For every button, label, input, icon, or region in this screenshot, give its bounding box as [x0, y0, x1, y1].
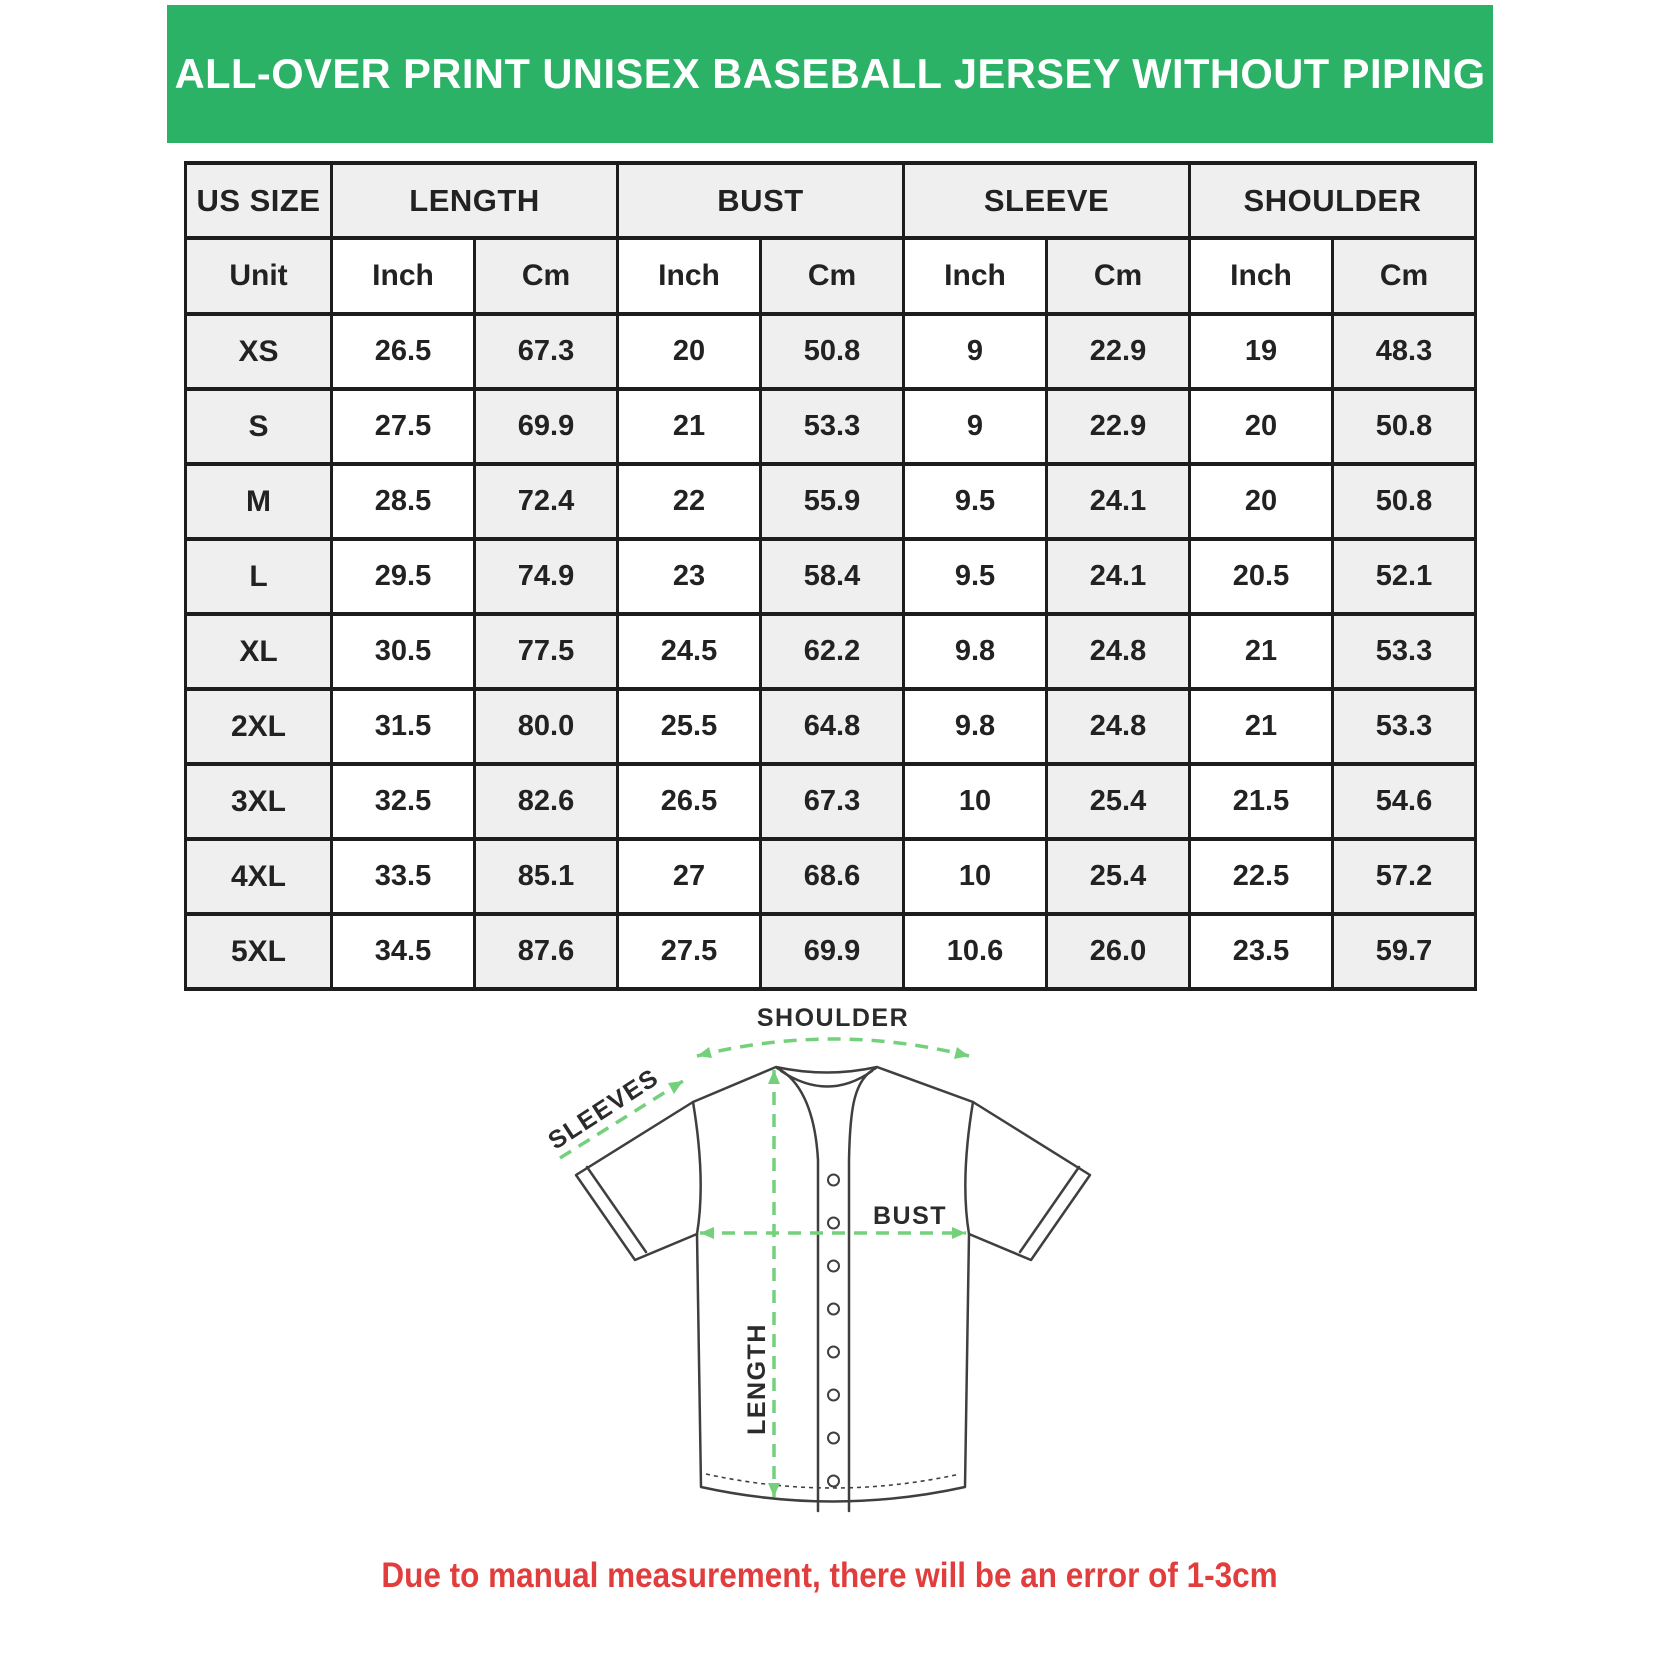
button — [828, 1433, 839, 1444]
arrowhead — [668, 1081, 683, 1094]
left-cuff-line — [587, 1167, 646, 1252]
value-cell: 53.3 — [1333, 614, 1476, 689]
size-cell: 2XL — [186, 689, 332, 764]
value-cell: 9.5 — [904, 464, 1047, 539]
button — [828, 1218, 839, 1229]
value-cell: 34.5 — [332, 914, 475, 989]
table-row — [186, 464, 1476, 539]
button — [828, 1261, 839, 1272]
button — [828, 1304, 839, 1315]
value-cell: 69.9 — [475, 389, 618, 464]
value-cell: 69.9 — [761, 914, 904, 989]
size-cell: S — [186, 389, 332, 464]
value-cell: 54.6 — [1333, 764, 1476, 839]
value-cell: 50.8 — [1333, 389, 1476, 464]
value-cell: 10 — [904, 839, 1047, 914]
value-cell: 80.0 — [475, 689, 618, 764]
value-cell: 25.5 — [618, 689, 761, 764]
value-cell: 21 — [1190, 614, 1333, 689]
value-cell: 24.8 — [1047, 689, 1190, 764]
value-cell: 50.8 — [761, 314, 904, 389]
value-cell: 9.8 — [904, 689, 1047, 764]
button — [828, 1347, 839, 1358]
value-cell: 67.3 — [761, 764, 904, 839]
value-cell: 53.3 — [761, 389, 904, 464]
value-cell: 82.6 — [475, 764, 618, 839]
unit-header-cell: Cm — [475, 238, 618, 314]
value-cell: 22.9 — [1047, 389, 1190, 464]
button — [828, 1390, 839, 1401]
table-row — [186, 539, 1476, 614]
value-cell: 19 — [1190, 314, 1333, 389]
column-header-bust: BUST — [618, 163, 904, 238]
value-cell: 26.5 — [332, 314, 475, 389]
table-row — [186, 764, 1476, 839]
value-cell: 9 — [904, 389, 1047, 464]
value-cell: 26.0 — [1047, 914, 1190, 989]
value-cell: 25.4 — [1047, 839, 1190, 914]
value-cell: 28.5 — [332, 464, 475, 539]
value-cell: 22 — [618, 464, 761, 539]
arrowhead — [768, 1483, 780, 1497]
value-cell: 58.4 — [761, 539, 904, 614]
value-cell: 24.5 — [618, 614, 761, 689]
size-cell: XL — [186, 614, 332, 689]
right-neckline-placket — [849, 1068, 876, 1511]
unit-header-cell: Inch — [618, 238, 761, 314]
value-cell: 20 — [618, 314, 761, 389]
value-cell: 29.5 — [332, 539, 475, 614]
bust-label: BUST — [872, 1202, 948, 1230]
value-cell: 20 — [1190, 389, 1333, 464]
size-cell: M — [186, 464, 332, 539]
value-cell: 20.5 — [1190, 539, 1333, 614]
value-cell: 87.6 — [475, 914, 618, 989]
value-cell: 68.6 — [761, 839, 904, 914]
value-cell: 72.4 — [475, 464, 618, 539]
right-cuff-line — [1020, 1167, 1079, 1252]
value-cell: 21.5 — [1190, 764, 1333, 839]
value-cell: 64.8 — [761, 689, 904, 764]
unit-header-row — [186, 238, 1476, 314]
size-cell: XS — [186, 314, 332, 389]
value-cell: 31.5 — [332, 689, 475, 764]
value-cell: 74.9 — [475, 539, 618, 614]
arrowhead — [768, 1070, 780, 1084]
button — [828, 1476, 839, 1487]
arrowhead — [952, 1227, 966, 1239]
value-cell: 32.5 — [332, 764, 475, 839]
value-cell: 10 — [904, 764, 1047, 839]
value-cell: 9.5 — [904, 539, 1047, 614]
value-cell: 57.2 — [1333, 839, 1476, 914]
unit-header-cell: Cm — [1333, 238, 1476, 314]
value-cell: 62.2 — [761, 614, 904, 689]
table-row — [186, 314, 1476, 389]
value-cell: 26.5 — [618, 764, 761, 839]
value-cell: 27 — [618, 839, 761, 914]
value-cell: 22.9 — [1047, 314, 1190, 389]
table-row — [186, 839, 1476, 914]
arrowhead — [700, 1227, 714, 1239]
unit-header-cell: Unit — [186, 238, 332, 314]
value-cell: 24.8 — [1047, 614, 1190, 689]
column-header-sleeve: SLEEVE — [904, 163, 1190, 238]
value-cell: 48.3 — [1333, 314, 1476, 389]
unit-header-cell: Inch — [332, 238, 475, 314]
value-cell: 10.6 — [904, 914, 1047, 989]
button — [828, 1175, 839, 1186]
left-neckline-placket — [777, 1068, 818, 1511]
value-cell: 67.3 — [475, 314, 618, 389]
unit-header-cell: Inch — [1190, 238, 1333, 314]
column-header-shoulder: SHOULDER — [1190, 163, 1476, 238]
value-cell: 23.5 — [1190, 914, 1333, 989]
value-cell: 27.5 — [332, 389, 475, 464]
value-cell: 22.5 — [1190, 839, 1333, 914]
shoulder-measure-arrow — [697, 1039, 969, 1056]
value-cell: 21 — [1190, 689, 1333, 764]
group-header-row — [186, 163, 1476, 238]
table-row — [186, 389, 1476, 464]
value-cell: 55.9 — [761, 464, 904, 539]
sleeves-label: SLEEVES — [543, 1063, 665, 1156]
value-cell: 25.4 — [1047, 764, 1190, 839]
jersey-measurement-diagram — [500, 985, 1180, 1565]
value-cell: 30.5 — [332, 614, 475, 689]
value-cell: 21 — [618, 389, 761, 464]
disclaimer-text: Due to manual measurement, there will be an error of 1-3cm — [381, 1556, 1278, 1595]
table-row — [186, 689, 1476, 764]
value-cell: 9.8 — [904, 614, 1047, 689]
title-banner — [167, 5, 1493, 143]
size-table — [184, 161, 1477, 991]
size-table-body — [186, 314, 1476, 989]
unit-header-cell: Cm — [761, 238, 904, 314]
column-header-us-size: US SIZE — [186, 163, 332, 238]
size-cell: 5XL — [186, 914, 332, 989]
column-header-length: LENGTH — [332, 163, 618, 238]
unit-header-cell: Inch — [904, 238, 1047, 314]
size-cell: L — [186, 539, 332, 614]
shoulder-label: SHOULDER — [756, 1004, 910, 1032]
table-row — [186, 614, 1476, 689]
value-cell: 77.5 — [475, 614, 618, 689]
value-cell: 24.1 — [1047, 464, 1190, 539]
size-cell: 4XL — [186, 839, 332, 914]
value-cell: 59.7 — [1333, 914, 1476, 989]
table-row — [186, 914, 1476, 989]
size-cell: 3XL — [186, 764, 332, 839]
value-cell: 52.1 — [1333, 539, 1476, 614]
length-label: LENGTH — [743, 1323, 771, 1435]
value-cell: 24.1 — [1047, 539, 1190, 614]
value-cell: 20 — [1190, 464, 1333, 539]
value-cell: 50.8 — [1333, 464, 1476, 539]
value-cell: 9 — [904, 314, 1047, 389]
value-cell: 23 — [618, 539, 761, 614]
value-cell: 85.1 — [475, 839, 618, 914]
value-cell: 53.3 — [1333, 689, 1476, 764]
unit-header-cell: Cm — [1047, 238, 1190, 314]
page-title: ALL-OVER PRINT UNISEX BASEBALL JERSEY WITHOUT PIPING — [174, 50, 1486, 97]
value-cell: 27.5 — [618, 914, 761, 989]
value-cell: 33.5 — [332, 839, 475, 914]
